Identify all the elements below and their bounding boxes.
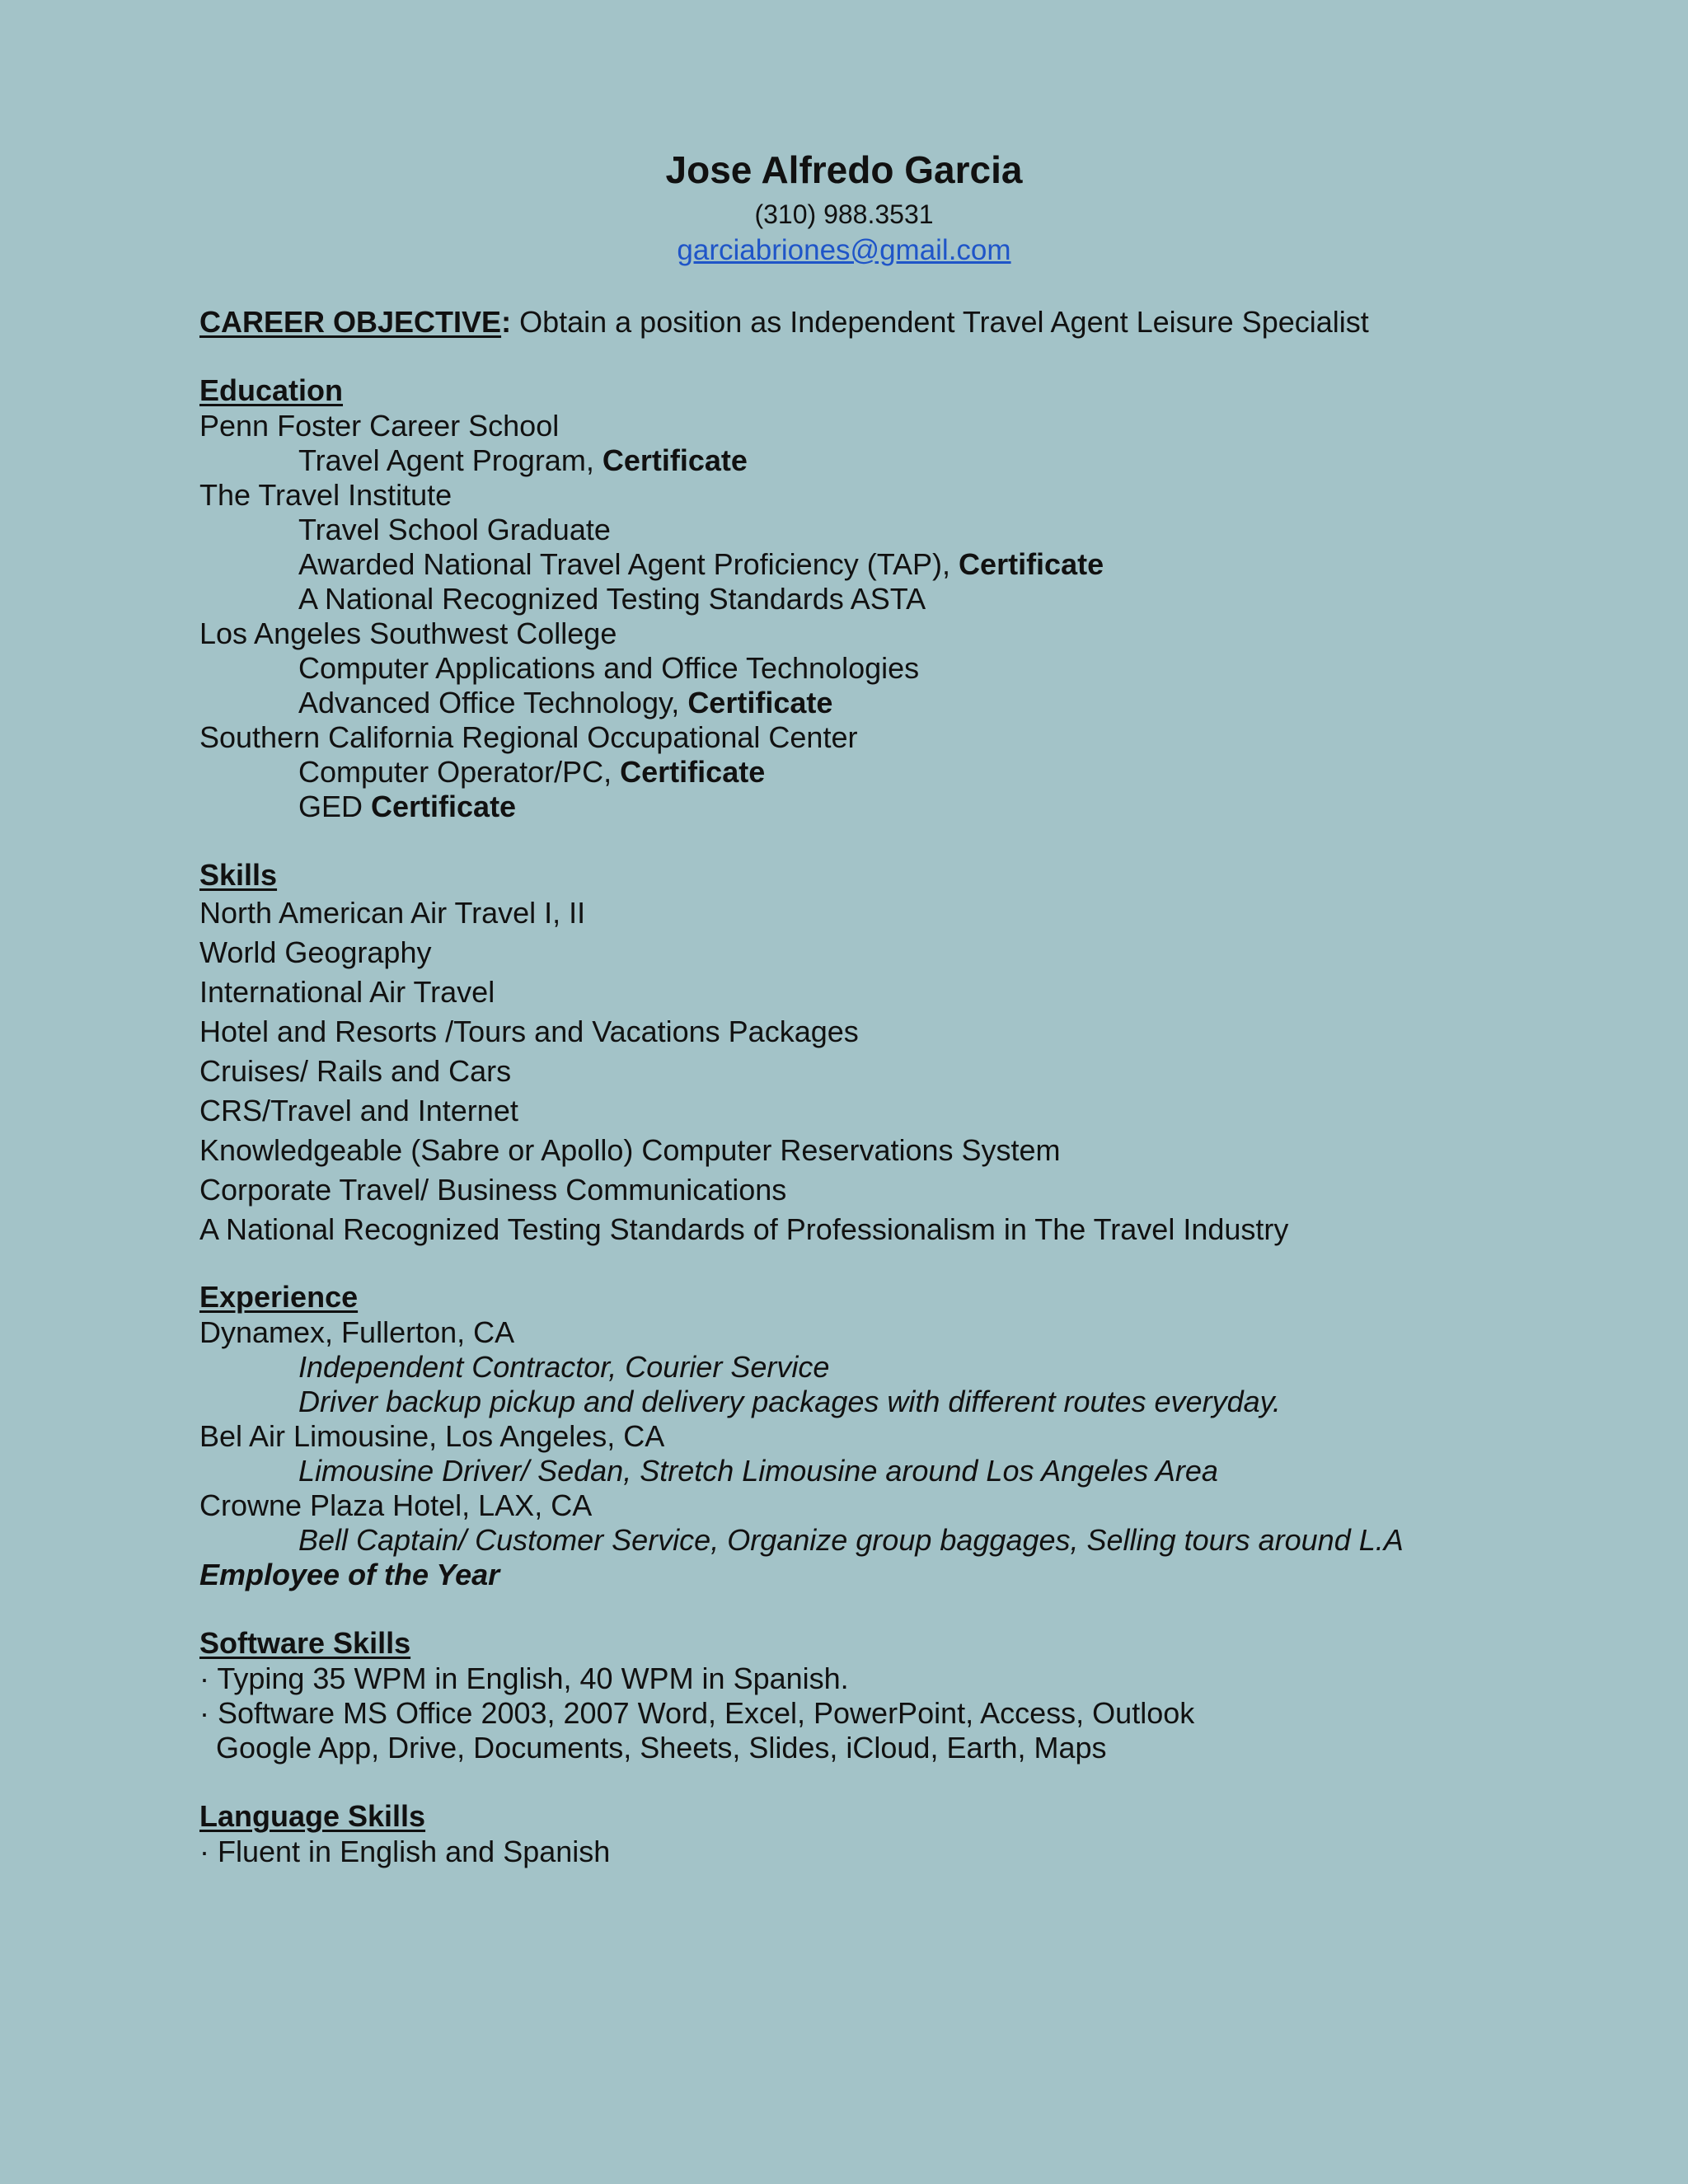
skill-item: CRS/Travel and Internet <box>199 1094 518 1127</box>
software-skill-line: Google App, Drive, Documents, Sheets, Slides, iCloud, Earth, Maps <box>216 1731 1107 1765</box>
job-detail: Driver backup pickup and delivery packages with different routes everyday. <box>298 1385 1281 1418</box>
phone-number: (310) 988.3531 <box>754 199 934 229</box>
software-skill-line: · Typing 35 WPM in English, 40 WPM in Spanish. <box>199 1661 849 1695</box>
language-skills-section <box>199 1798 1617 1869</box>
experience-section <box>199 1279 1617 1592</box>
skills-heading: Skills <box>199 858 278 892</box>
school-detail: Travel Agent Program, Certificate <box>298 443 748 477</box>
skills-section <box>199 857 1617 1249</box>
employer-name: Bel Air Limousine, Los Angeles, CA <box>199 1419 665 1453</box>
school-name: Penn Foster Career School <box>199 409 560 443</box>
employer-name: Crowne Plaza Hotel, LAX, CA <box>199 1488 593 1522</box>
job-detail: Bell Captain/ Customer Service, Organize group baggages, Selling tours around L.A <box>298 1523 1404 1557</box>
employer-name: Dynamex, Fullerton, CA <box>199 1315 515 1349</box>
school-name: Southern California Regional Occupational Center <box>199 720 858 754</box>
software-skill-line: · Software MS Office 2003, 2007 Word, Excel, PowerPoint, Access, Outlook <box>199 1696 1195 1730</box>
school-detail: Computer Applications and Office Technologies <box>298 651 920 685</box>
email-link[interactable]: garciabriones@gmail.com <box>677 234 1011 266</box>
education-heading: Education <box>199 373 344 407</box>
education-section <box>199 373 1617 824</box>
school-name: The Travel Institute <box>199 478 452 512</box>
school-detail: A National Recognized Testing Standards ASTA <box>298 582 926 616</box>
school-name: Los Angeles Southwest College <box>199 616 617 650</box>
school-detail: GED Certificate <box>298 790 517 823</box>
skill-item: Cruises/ Rails and Cars <box>199 1054 512 1088</box>
skill-item: Knowledgeable (Sabre or Apollo) Computer Reservations System <box>199 1133 1061 1167</box>
skill-item: Corporate Travel/ Business Communications <box>199 1173 787 1207</box>
resume-header <box>0 145 1688 269</box>
experience-heading: Experience <box>199 1280 359 1314</box>
school-detail: Advanced Office Technology, Certificate <box>298 686 833 719</box>
resume-body <box>199 305 1617 1869</box>
skill-item: A National Recognized Testing Standards of Professionalism in The Travel Industry <box>199 1212 1289 1246</box>
school-detail: Awarded National Travel Agent Proficiency (TAP), Certificate <box>298 547 1104 581</box>
language-skills-heading: Language Skills <box>199 1799 426 1833</box>
job-detail: Independent Contractor, Courier Service <box>298 1350 830 1384</box>
candidate-name: Jose Alfredo Garcia <box>665 148 1023 191</box>
software-skills-heading: Software Skills <box>199 1626 411 1660</box>
job-detail: Limousine Driver/ Sedan, Stretch Limousine around Los Angeles Area <box>298 1454 1218 1488</box>
career-objective-text: Obtain a position as Independent Travel Agent Leisure Specialist <box>511 305 1369 339</box>
skill-item: World Geography <box>199 935 432 969</box>
award-line: Employee of the Year <box>199 1558 500 1591</box>
school-detail: Travel School Graduate <box>298 513 611 546</box>
skill-item: International Air Travel <box>199 975 495 1009</box>
career-objective <box>199 305 1617 340</box>
school-detail: Computer Operator/PC, Certificate <box>298 755 766 789</box>
software-skills-section <box>199 1625 1617 1765</box>
skill-item: Hotel and Resorts /Tours and Vacations Packages <box>199 1015 859 1048</box>
skill-item: North American Air Travel I, II <box>199 896 586 930</box>
career-objective-label: CAREER OBJECTIVE <box>199 305 502 339</box>
career-objective-colon: : <box>501 305 512 339</box>
language-skill-line: · Fluent in English and Spanish <box>199 1835 611 1868</box>
